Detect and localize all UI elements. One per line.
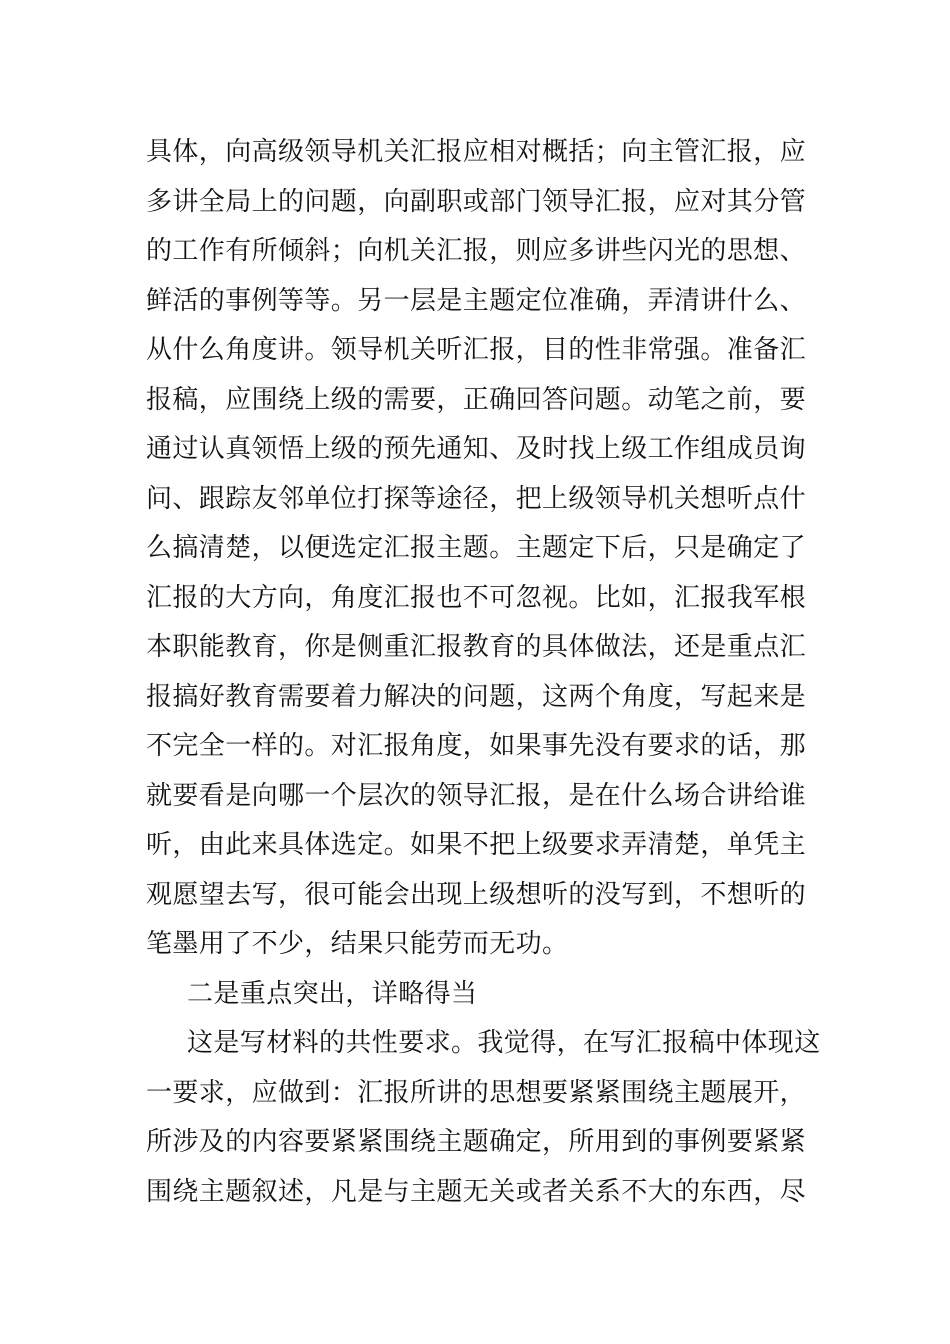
text-line: 笔墨用了不少，结果只能劳而无功。 xyxy=(146,929,569,959)
text-line: 这是写材料的共性要求。我觉得，在写汇报稿中体现这 xyxy=(187,1028,821,1058)
text-line: 汇报的大方向，角度汇报也不可忽视。比如，汇报我军根 xyxy=(146,582,807,613)
text-line: 就要看是向哪一个层次的领导汇报，是在什么场合讲给谁 xyxy=(146,780,807,811)
text-line: 报稿，应围绕上级的需要，正确回答问题。动笔之前，要 xyxy=(146,384,807,415)
text-line: 本职能教育，你是侧重汇报教育的具体做法，还是重点汇 xyxy=(146,632,807,662)
text-line: 鲜活的事例等等。另一层是主题定位准确，弄清讲什么、 xyxy=(146,285,807,316)
text-line: 不完全一样的。对汇报角度，如果事先没有要求的话，那 xyxy=(146,731,807,761)
text-line: 具体，向高级领导机关汇报应相对概括；向主管汇报，应 xyxy=(146,137,807,167)
text-line: 所涉及的内容要紧紧围绕主题确定，所用到的事例要紧紧 xyxy=(146,1127,807,1157)
text-line: 的工作有所倾斜；向机关汇报，则应多讲些闪光的思想、 xyxy=(146,236,807,266)
text-line: 观愿望去写，很可能会出现上级想听的没写到，不想听的 xyxy=(146,879,807,910)
section-heading: 二是重点突出，详略得当 xyxy=(187,978,478,1009)
body-text xyxy=(146,128,821,1217)
text-line: 从什么角度讲。领导机关听汇报，目的性非常强。准备汇 xyxy=(146,335,807,365)
text-line: 问、跟踪友邻单位打探等途径，把上级领导机关想听点什 xyxy=(146,483,807,514)
text-line: 围绕主题叙述，凡是与主题无关或者关系不大的东西，尽 xyxy=(146,1176,807,1207)
text-line: 多讲全局上的问题，向副职或部门领导汇报，应对其分管 xyxy=(146,186,807,217)
text-line: 通过认真领悟上级的预先通知、及时找上级工作组成员询 xyxy=(146,434,807,464)
text-line: 么搞清楚，以便选定汇报主题。主题定下后，只是确定了 xyxy=(146,533,807,563)
text-line: 听，由此来具体选定。如果不把上级要求弄清楚，单凭主 xyxy=(146,830,807,860)
text-line: 一要求，应做到：汇报所讲的思想要紧紧围绕主题展开， xyxy=(146,1077,807,1108)
text-line: 报搞好教育需要着力解决的问题，这两个角度，写起来是 xyxy=(146,681,807,712)
